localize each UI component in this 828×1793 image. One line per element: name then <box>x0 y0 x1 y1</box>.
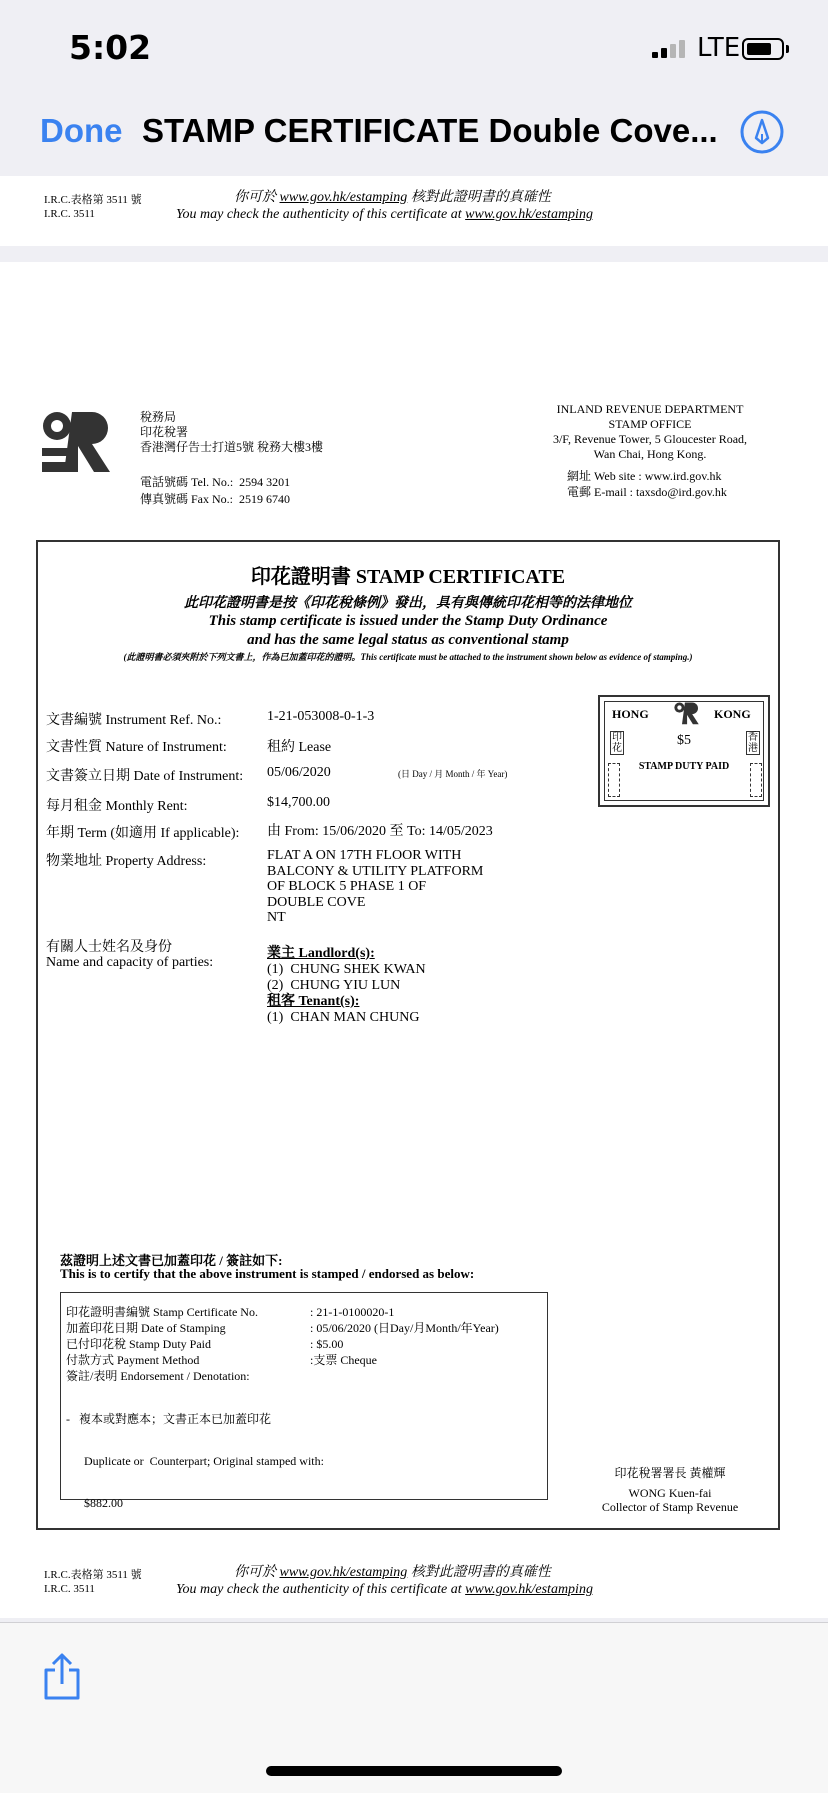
certify-zh: 茲證明上述文書已加蓋印花 / 簽註如下: <box>60 1253 283 1268</box>
status-time: 5:02 <box>69 28 152 67</box>
field-label-rent: 每月租金 Monthly Rent: <box>46 799 188 814</box>
ird-logo-icon <box>38 408 112 474</box>
stamp-logo-icon <box>672 701 700 725</box>
field-value-term: 由 From: 15/06/2020 至 To: 14/05/2023 <box>267 824 493 839</box>
footer-form-number: I.R.C.表格第 3511 號 I.R.C. 3511 <box>44 1569 142 1595</box>
tenant-heading: 租客 Tenant(s): <box>267 994 360 1009</box>
parties-label: 有關人士姓名及身份 Name and capacity of parties: <box>46 940 214 970</box>
field-value-date: 05/06/2020 <box>267 765 331 780</box>
letterhead-zh: 稅務局 印花稅署 香港灣仔告士打道5號 稅務大樓3樓 <box>140 410 324 454</box>
verify-line-en: You may check the authenticity of this certificate at www.gov.hk/estamping <box>176 207 593 222</box>
field-value-rent: $14,700.00 <box>267 795 330 810</box>
subtitle-zh: 此印花證明書是按《印花稅條例》發出，具有與傳統印花相等的法律地位 <box>184 596 632 611</box>
landlord-2: (2) CHUNG YIU LUN <box>267 978 401 993</box>
stamp-right-zh: 香港 <box>748 732 758 754</box>
landlord-1: (1) CHUNG SHEK KWAN <box>267 962 426 977</box>
property-address: FLAT A ON 17TH FLOOR WITH BALCONY & UTILITY PLATFORM OF BLOCK 5 PHASE 1 OF DOUBLE COVE NT <box>267 848 484 925</box>
letterhead-web: 網址 Web site : www.ird.gov.hk 電郵 E-mail : taxsdo@ird.gov.hk <box>567 469 727 499</box>
stamp-kong: KONG <box>714 707 751 721</box>
field-label-address: 物業地址 Property Address: <box>46 854 207 869</box>
markup-pen-icon[interactable] <box>740 110 784 154</box>
document-title: STAMP CERTIFICATE Double Cove... <box>142 112 718 149</box>
signal-strength-icon <box>652 40 688 58</box>
stamp-left-zh: 印花 <box>612 732 622 754</box>
field-label-date: 文書簽立日期 Date of Instrument: <box>46 769 244 784</box>
endorsement-labels: 印花證明書編號 Stamp Certificate No. 加蓋印花日期 Date of Stamping 已付印花稅 Stamp Duty Paid 付款方式 Payment Method 簽註/表明 Endorsement / Denotation: <box>66 1305 258 1383</box>
done-button[interactable]: Done <box>40 112 123 149</box>
stamp-duty-paid-seal <box>598 695 770 807</box>
field-value-nature: 租約 Lease <box>267 740 332 755</box>
home-indicator <box>266 1766 562 1776</box>
field-label-term: 年期 Term (如適用 If applicable): <box>46 826 240 841</box>
certify-en: This is to certify that the above instrument is stamped / endorsed as below: <box>60 1266 475 1281</box>
denotation-text: - 複本或對應本；文書正本已加蓋印花 Duplicate or Counterpart; Original stamped with: $882.00 <box>66 1412 324 1510</box>
subtitle-en-2: and has the same legal status as conventional stamp <box>247 632 569 648</box>
subtitle-en-1: This stamp certificate is issued under the Stamp Duty Ordinance <box>208 613 608 629</box>
stamp-hong: HONG <box>612 707 649 721</box>
letterhead-contact: 電話號碼 Tel. No.: 2594 3201 傳真號碼 Fax No.: 2519 6740 <box>140 475 291 506</box>
stamp-paid: STAMP DUTY PAID <box>638 761 730 772</box>
footer-verify-en: You may check the authenticity of this certificate at www.gov.hk/estamping <box>176 1582 593 1597</box>
verify-line-zh: 你可於 www.gov.hk/estamping 核對此證明書的真確性 <box>234 190 551 205</box>
letterhead-en: INLAND REVENUE DEPARTMENT STAMP OFFICE 3/F, Revenue Tower, 5 Gloucester Road, Wan Chai, Hong Kong. <box>552 402 748 461</box>
share-icon[interactable] <box>42 1652 82 1702</box>
field-label-ref: 文書編號 Instrument Ref. No.: <box>46 713 222 728</box>
stamp-right-ornament <box>750 763 762 797</box>
collector-block: 印花稅署署長 黃權輝 WONG Kuen-fai Collector of Stamp Revenue <box>601 1466 739 1514</box>
network-type: LTE <box>697 33 741 63</box>
date-format-hint: (日 Day / 月 Month / 年 Year) <box>398 769 508 779</box>
landlord-heading: 業主 Landlord(s): <box>267 946 375 961</box>
stamp-left-ornament <box>608 763 620 797</box>
tenant-1: (1) CHAN MAN CHUNG <box>267 1010 420 1025</box>
endorsement-values: : 21-1-0100020-1 : 05/06/2020 (日Day/月Month/年Year) : $5.00 :支票 Cheque <box>310 1305 499 1367</box>
footer-verify-zh: 你可於 www.gov.hk/estamping 核對此證明書的真確性 <box>234 1565 551 1580</box>
stamp-amount: $5 <box>677 733 691 748</box>
field-label-nature: 文書性質 Nature of Instrument: <box>46 740 227 755</box>
battery-nub <box>786 45 789 53</box>
attach-note: (此證明書必須夾附於下列文書上，作為已加蓋印花的證明。This certificate must be attached to the instrument shown below as evidence of stamping.) <box>123 652 693 662</box>
battery-icon <box>742 38 784 60</box>
form-number: I.R.C.表格第 3511 號 I.R.C. 3511 <box>44 194 142 220</box>
parties-list <box>267 946 426 1026</box>
certificate-title: 印花證明書 STAMP CERTIFICATE <box>250 566 566 588</box>
field-value-ref: 1-21-053008-0-1-3 <box>267 709 375 724</box>
